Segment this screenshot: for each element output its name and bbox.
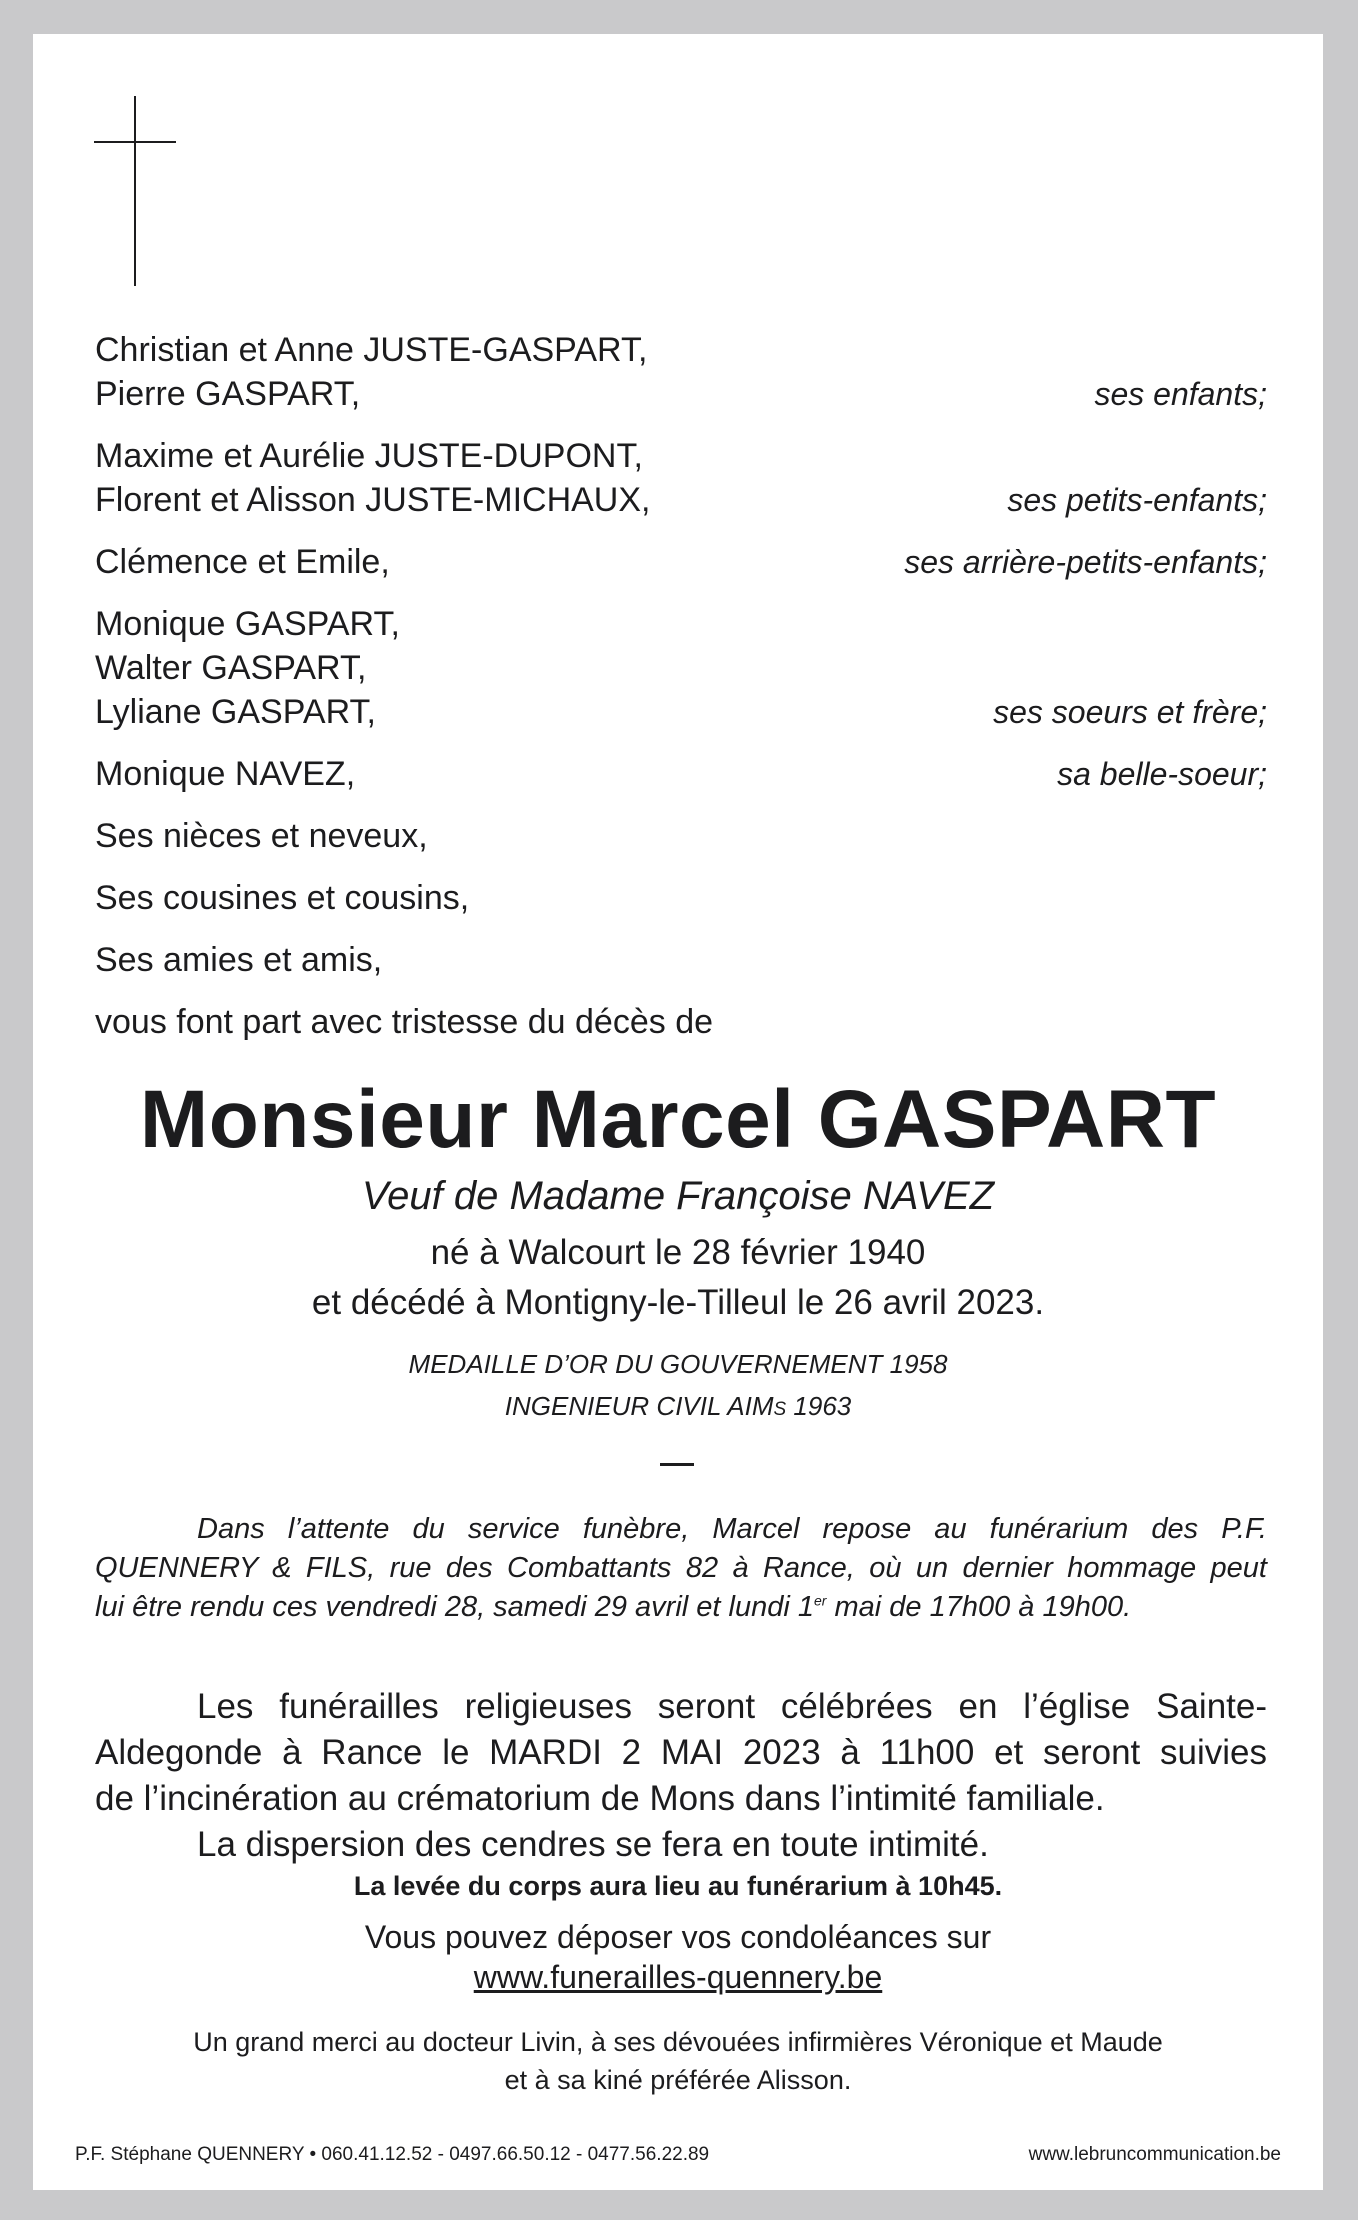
intro-text: vous font part avec tristesse du décès de <box>95 1003 714 1041</box>
visitation-text: mai de 17h00 à 19h00. <box>826 1591 1132 1623</box>
funeral-line: Aldegonde à Rance le MARDI 2 MAI 2023 à 11h00 et seront suivies <box>95 1733 1267 1772</box>
visitation-line <box>95 1588 1267 1627</box>
family-name: Walter GASPART, <box>95 649 367 687</box>
honor-text-smallcaps: S <box>773 1399 787 1420</box>
footer-contact: P.F. Stéphane QUENNERY • 060.41.12.52 - 0497.66.50.12 - 0477.56.22.89 <box>75 2144 710 2165</box>
family-name: Monique NAVEZ, <box>95 755 356 793</box>
birth-line: né à Walcourt le 28 février 1940 <box>430 1233 926 1272</box>
family-name: Pierre GASPART, <box>95 375 361 413</box>
family-name: Florent et Alisson JUSTE-MICHAUX, <box>95 481 651 519</box>
death-line: et décédé à Montigny-le-Tilleul le 26 avril 2023. <box>311 1283 1045 1322</box>
honor-year: 1963 <box>786 1391 852 1421</box>
divider <box>660 1463 694 1466</box>
visitation-text: lui être rendu ces vendredi 28, samedi 29 avril et lundi 1 <box>95 1591 814 1623</box>
family-relation: ses arrière-petits-enfants; <box>904 544 1267 580</box>
family-name: Ses amies et amis, <box>95 941 383 979</box>
family-relation: sa belle-soeur; <box>1057 756 1267 792</box>
visitation-line: Dans l’attente du service funèbre, Marcel repose au funérarium des P.F. <box>197 1513 1267 1545</box>
family-relation: ses soeurs et frère; <box>993 694 1267 730</box>
obituary-card <box>33 34 1323 2190</box>
footer-website[interactable]: www.lebruncommunication.be <box>1028 2144 1281 2165</box>
honor-line: MEDAILLE D’OR DU GOUVERNEMENT 1958 <box>408 1349 948 1379</box>
condolences-text: Vous pouvez déposer vos condoléances sur <box>364 1919 992 1955</box>
honor-text: INGENIEUR CIVIL AIM <box>504 1391 774 1421</box>
honor-line <box>33 1388 1323 1428</box>
cross-icon-bar <box>94 141 176 143</box>
family-name: Christian et Anne JUSTE-GASPART, <box>95 331 648 369</box>
deceased-name: Monsieur Marcel GASPART <box>139 1074 1217 1165</box>
visitation-paragraph <box>95 1510 1267 1627</box>
funeral-line: La dispersion des cendres se fera en toute intimité. <box>197 1825 989 1864</box>
family-name: Ses cousines et cousins, <box>95 879 470 917</box>
family-name: Maxime et Aurélie JUSTE-DUPONT, <box>95 437 643 475</box>
family-name: Monique GASPART, <box>95 605 400 643</box>
levee-notice: La levée du corps aura lieu au funérarium à 10h45. <box>353 1871 1003 1901</box>
thanks-line: Un grand merci au docteur Livin, à ses dévouées infirmières Véronique et Maude <box>193 2027 1163 2057</box>
visitation-line: QUENNERY & FILS, rue des Combattants 82 à Rance, où un dernier hommage peut <box>95 1552 1267 1584</box>
cross-icon <box>134 96 136 286</box>
family-relation: ses petits-enfants; <box>1007 482 1267 518</box>
funeral-line: de l’incinération au crématorium de Mons dans l’intimité familiale. <box>95 1779 1105 1818</box>
thanks-line: et à sa kiné préférée Alisson. <box>504 2065 852 2095</box>
family-name: Lyliane GASPART, <box>95 693 376 731</box>
ordinal-sup: er <box>813 1592 827 1609</box>
funeral-paragraph <box>95 1684 1267 1868</box>
funeral-line: Les funérailles religieuses seront célébrées en l’église Sainte- <box>197 1687 1267 1726</box>
spouse-line: Veuf de Madame Françoise NAVEZ <box>361 1174 995 1218</box>
family-name: Ses nièces et neveux, <box>95 817 428 855</box>
condolences-link[interactable]: www.funerailles-quennery.be <box>473 1959 883 1995</box>
family-name: Clémence et Emile, <box>95 543 390 581</box>
family-relation: ses enfants; <box>1094 376 1267 412</box>
